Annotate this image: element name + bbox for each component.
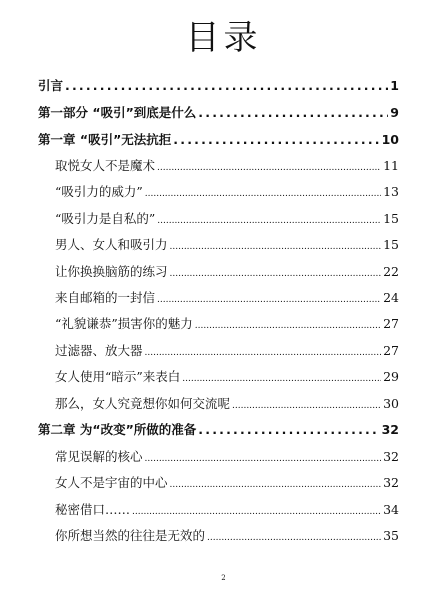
toc-entry-title: “礼貌谦恭”损害你的魅力 — [55, 316, 193, 331]
toc-entry-page: 32 — [383, 475, 399, 490]
toc-entry[interactable] — [55, 314, 399, 332]
toc-entry-page: 10 — [381, 132, 399, 147]
toc-entry-title: 男人、女人和吸引力 — [55, 237, 168, 252]
toc-entry-page: 22 — [383, 264, 399, 279]
toc-entry[interactable] — [55, 288, 399, 306]
page-title: 目录 — [185, 18, 262, 58]
toc-leader-dots — [198, 422, 379, 437]
toc-entry-page: 1 — [390, 78, 399, 93]
toc-entry-page: 29 — [383, 369, 399, 384]
toc-entry-title: 女人不是宇宙的中心 — [55, 475, 168, 490]
toc-entry-page: 35 — [383, 528, 399, 543]
toc-entry-title: 取悦女人不是魔术 — [55, 158, 156, 173]
toc-entry[interactable] — [55, 447, 399, 465]
toc-leader-dots — [132, 507, 381, 517]
toc-entry-title: 引言 — [38, 78, 64, 93]
toc-entry-title: 常见误解的核心 — [55, 449, 143, 464]
toc-entry-page: 30 — [383, 396, 399, 411]
toc-entry[interactable] — [55, 526, 399, 544]
toc-entry-title: 秘密借口…… — [55, 502, 131, 517]
toc-entry[interactable] — [55, 182, 399, 200]
toc-entry[interactable] — [55, 367, 399, 385]
toc-entry[interactable] — [55, 341, 399, 359]
toc-entry[interactable] — [38, 130, 399, 148]
toc-entry-title: 第二章 为“改变”所做的准备 — [38, 422, 197, 437]
toc-entry[interactable] — [38, 76, 399, 94]
toc-entry-title: 第一部分 “吸引”到底是什么 — [38, 105, 197, 120]
toc-entry[interactable] — [38, 103, 399, 121]
toc-entry[interactable] — [55, 473, 399, 491]
toc-entry-title: “吸引力是自私的” — [55, 211, 156, 226]
toc-entry-title: 那么，女人究竟想你如何交流呢 — [55, 396, 231, 411]
toc-entry[interactable] — [55, 235, 399, 253]
toc-entry-page: 24 — [383, 290, 399, 305]
toc-leader-dots — [170, 480, 382, 490]
toc-leader-dots — [195, 321, 381, 331]
toc-entry-title: “吸引力的威力” — [55, 184, 143, 199]
toc-entry-title: 让你换换脑筋的练习 — [55, 264, 168, 279]
toc-leader-dots — [173, 132, 379, 147]
toc-entry[interactable] — [55, 209, 399, 227]
toc-entry-page: 15 — [383, 211, 399, 226]
toc-leader-dots — [65, 78, 388, 93]
toc-entry-title: 过滤器、放大器 — [55, 343, 143, 358]
toc-entry-title: 女人使用“暗示”来表白 — [55, 369, 181, 384]
toc-entry-page: 11 — [383, 158, 399, 173]
toc-entry-title: 来自邮箱的一封信 — [55, 290, 156, 305]
toc-leader-dots — [232, 401, 381, 411]
toc-entry-page: 15 — [383, 237, 399, 252]
toc-entry-title: 你所想当然的往往是无效的 — [55, 528, 206, 543]
toc-entry-page: 34 — [383, 502, 399, 517]
toc-leader-dots — [145, 189, 381, 199]
toc-entry-title: 第一章 “吸引”无法抗拒 — [38, 132, 172, 147]
toc-leader-dots — [157, 163, 381, 173]
toc-entry[interactable] — [55, 500, 399, 518]
toc-entry-page: 9 — [390, 105, 399, 120]
toc-leader-dots — [145, 348, 382, 358]
toc-entry[interactable] — [55, 262, 399, 280]
toc-entry[interactable] — [55, 156, 399, 174]
toc-entry[interactable] — [55, 394, 399, 412]
footer-page-number: 2 — [221, 574, 226, 582]
toc-leader-dots — [157, 295, 381, 305]
toc-entry[interactable] — [38, 420, 399, 438]
toc-leader-dots — [198, 105, 388, 120]
toc-entry-page: 32 — [381, 422, 399, 437]
toc-entry-page: 13 — [383, 184, 399, 199]
toc-leader-dots — [182, 374, 381, 384]
toc-leader-dots — [207, 533, 381, 543]
toc-leader-dots — [170, 269, 382, 279]
toc-leader-dots — [145, 454, 382, 464]
toc-entry-page: 32 — [383, 449, 399, 464]
toc-leader-dots — [157, 216, 381, 226]
toc-entry-page: 27 — [383, 343, 399, 358]
toc-leader-dots — [170, 242, 382, 252]
toc-entry-page: 27 — [383, 316, 399, 331]
